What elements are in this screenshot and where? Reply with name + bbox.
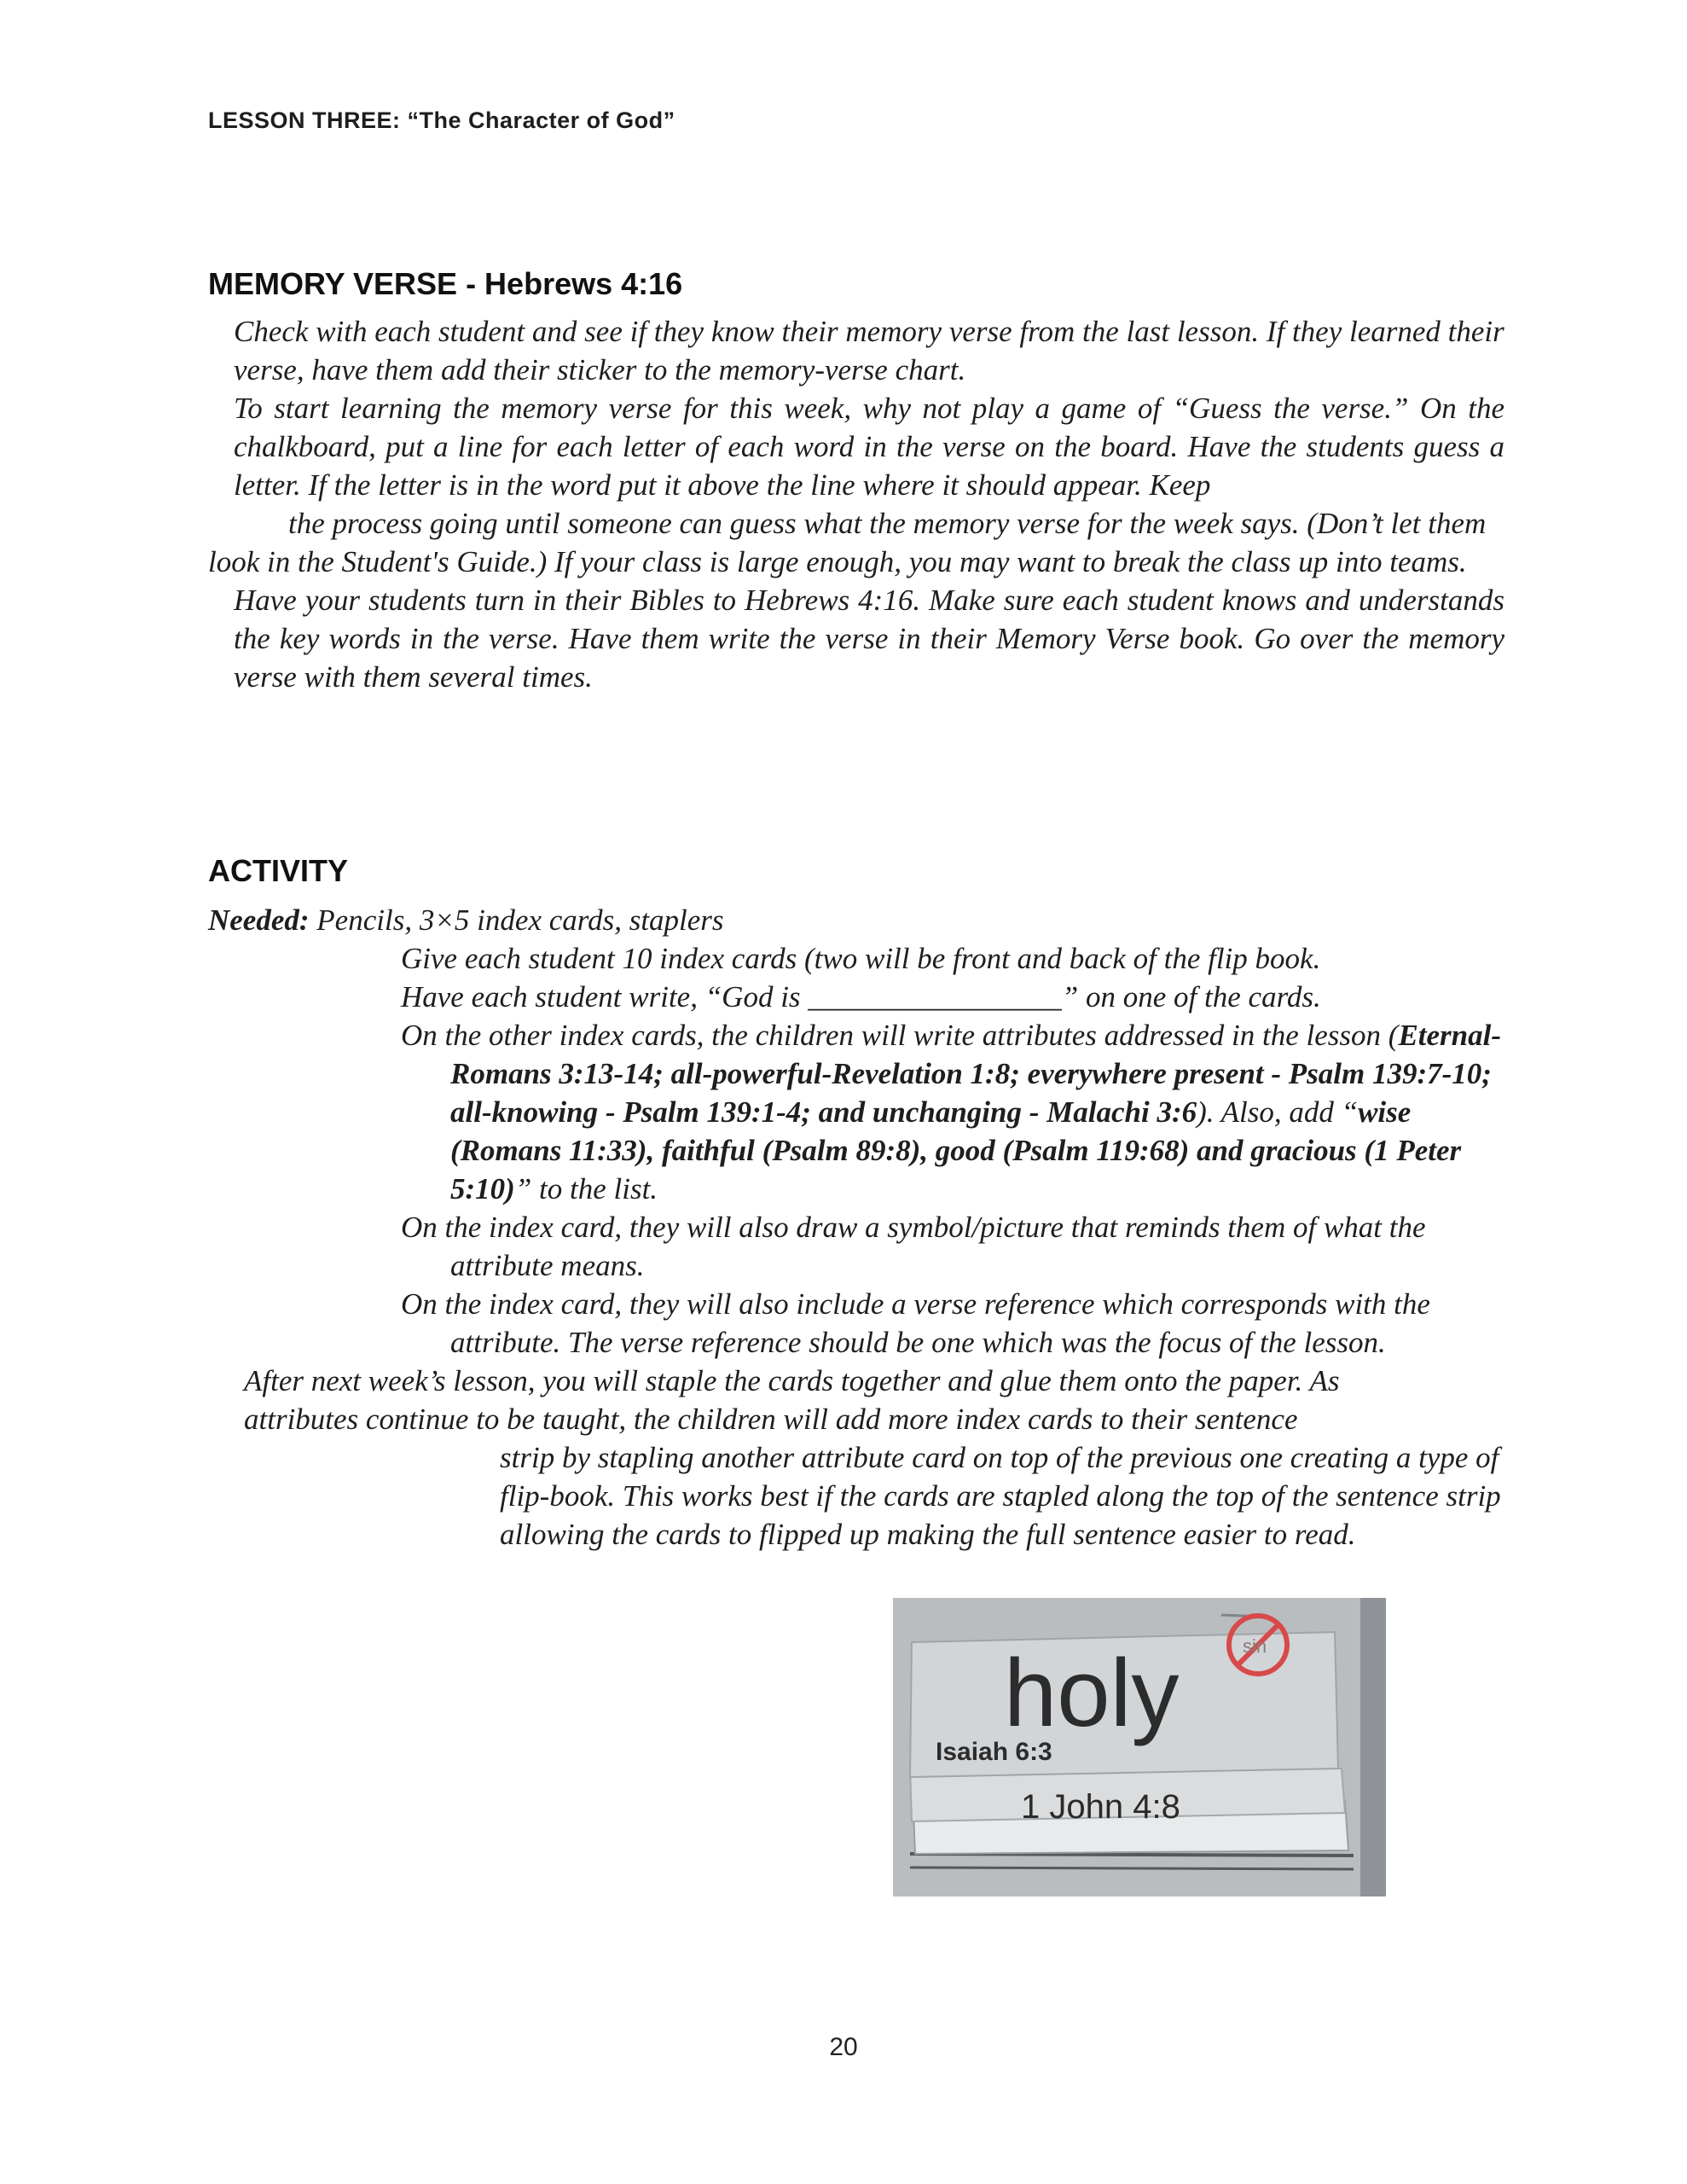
attributes-step [208,1016,1513,1208]
symbol-text: sin [1243,1635,1267,1657]
flip-book-photo [893,1598,1386,1896]
flip-book-illustration [893,1598,1386,1896]
staple-line: After next week’s lesson, you will staple the cards together and glue them onto the paper. As [244,1364,1340,1397]
card-reference: Isaiah 6:3 [936,1738,1052,1766]
attributes-intro: On the other index cards, the children will write attributes addressed in the lesson ( [401,1019,1399,1052]
activity-heading: ACTIVITY [208,853,349,888]
lesson-title: “The Character of God” [407,107,675,133]
attributes-end: ” to the list. [514,1172,658,1205]
memory-verse-paragraph: To start learning the memory verse for this week, why not play a game of “Guess the verse.” On the chalkboard, put a line for each letter of each word in the verse on the board. Have the students guess a letter. If the letter is in the word put it above the line where it should appear. Keep [234,392,1504,502]
card-word: holy [1004,1640,1180,1746]
memory-verse-heading: MEMORY VERSE - Hebrews 4:16 [208,266,683,301]
symbol-step: On the index card, they will also draw a symbol/picture that reminds them of what the attribute means. [401,1211,1426,1282]
attributes-extra: wise (Romans 11:33), faithful (Psalm 89:8), good (Psalm 119:68) and gracious (1 Peter 5:10) [450,1095,1462,1205]
lesson-label: LESSON THREE: [208,107,401,133]
activity-body [208,901,1513,1554]
attributes-mid: ). Also, add “ [1197,1095,1359,1129]
memory-verse-text: the process going until someone can guess what the memory verse for the week says. (Don’t let them look in the Student's Guide.) If your class is large enough, you may want to break the class up into teams. [208,507,1487,578]
memory-verse-paragraph: Have your students turn in their Bibles to Hebrews 4:16. Make sure each student knows and understands the key words in the verse. Have them write the verse in their Memory Verse book. Go over the memory verse with them several times. [234,584,1504,694]
attributes-core: Eternal-Romans 3:13-14; all-powerful-Revelation 1:8; everywhere present - Psalm 139:7-10; all-knowing - Psalm 139:1-4; and unchanging - Malachi 3:6 [450,1019,1502,1129]
activity-step: Have each student write, “God is _________________” on one of the cards. [401,980,1321,1014]
staple-line: strip by stapling another attribute card on top of the previous one creating a type of flip-book. This works best if the cards are stapled along the top of the sentence strip allowing the cards to flipped up making the full sentence easier to read. [500,1441,1501,1551]
activity-step: Give each student 10 index cards (two will be front and back of the flip book. [401,942,1321,975]
needed-line [208,901,1513,939]
running-header [208,107,675,134]
memory-verse-paragraph [208,504,1504,581]
page-number: 20 [829,2033,858,2061]
verse-step: On the index card, they will also include a verse reference which corresponds with the attribute. The verse reference should be one which was the focus of the lesson. [401,1287,1430,1359]
needed-items: Pencils, 3×5 index cards, staplers [309,903,724,937]
staple-line: attributes continue to be taught, the children will add more index cards to their sentence [244,1403,1298,1436]
memory-verse-paragraph: Check with each student and see if they know their memory verse from the last lesson. If they learned their verse, have them add their sticker to the memory-verse chart. [234,315,1504,386]
under-card-text: 1 John 4:8 [1021,1788,1180,1826]
needed-label: Needed: [208,903,310,937]
memory-verse-body [208,312,1504,696]
